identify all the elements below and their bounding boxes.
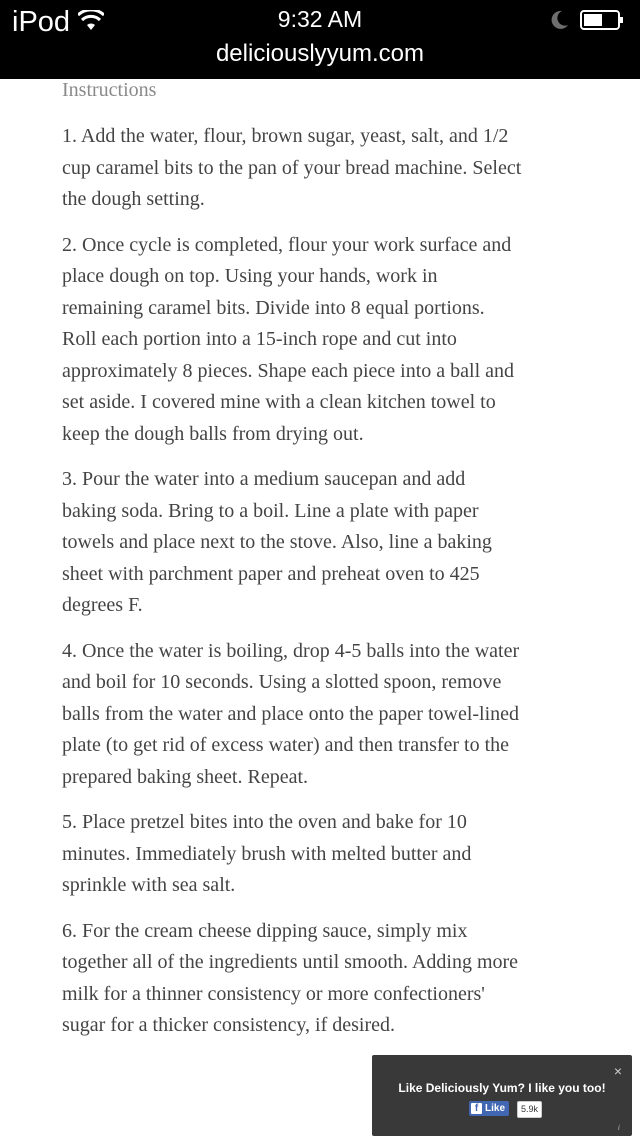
status-bar: [0, 0, 640, 40]
clock: 9:32 AM: [277, 6, 363, 32]
facebook-like-button[interactable]: [469, 1101, 509, 1116]
section-heading: Instructions: [62, 79, 157, 101]
popup-message: Like Deliciously Yum? I like you too!: [398, 1081, 606, 1095]
facebook-like-popup: [372, 1055, 632, 1136]
facebook-icon: f: [471, 1103, 482, 1114]
address-bar-url[interactable]: deliciouslyyum.com: [215, 40, 425, 67]
like-label: Like: [485, 1103, 506, 1114]
instruction-step: 2. Once cycle is completed, flour your work surface and place dough on top. Using your hands, work in remaining caramel bits. Divide into 8 equal portions. Roll each portion into a 15-inch rope and cut into approximately 8 pieces. Shape each piece into a ball and set aside. I covered mine with a clean kitchen towel to keep the dough balls from drying out.: [62, 233, 515, 445]
moon-icon: [548, 9, 570, 31]
instruction-step: 1. Add the water, flour, brown sugar, yeast, salt, and 1/2 cup caramel bits to the pan of your bread machine. Select the dough setting.: [62, 125, 522, 210]
instruction-step: 5. Place pretzel bites into the oven and bake for 10 minutes. Immediately brush with melted butter and sprinkle with sea salt.: [62, 811, 472, 896]
instruction-step: 3. Pour the water into a medium saucepan and add baking soda. Bring to a boil. Line a plate with paper towels and place next to the stove. Also, line a baking sheet with parchment paper and preheat oven to 425 degrees F.: [62, 468, 492, 616]
like-row: [469, 1101, 542, 1117]
instruction-step: 6. For the cream cheese dipping sauce, simply mix together all of the ingredients until smooth. Adding more milk for a thinner consistency or more confectioners' sugar for a thicker consistency, if desired.: [62, 919, 519, 1036]
battery-icon: [580, 10, 624, 30]
close-icon[interactable]: ×: [613, 1063, 622, 1079]
carrier-label: iPod: [12, 6, 71, 38]
info-icon[interactable]: i: [617, 1123, 620, 1132]
like-count: 5.9k: [517, 1101, 542, 1118]
article-content: [62, 79, 522, 1056]
top-bar: [0, 0, 640, 79]
instruction-step: 4. Once the water is boiling, drop 4-5 balls into the water and boil for 10 seconds. Using a slotted spoon, remove balls from the water and place onto the paper towel-lined plate (to get rid of excess water) and then transfer to the prepared baking sheet. Repeat.: [62, 639, 520, 788]
